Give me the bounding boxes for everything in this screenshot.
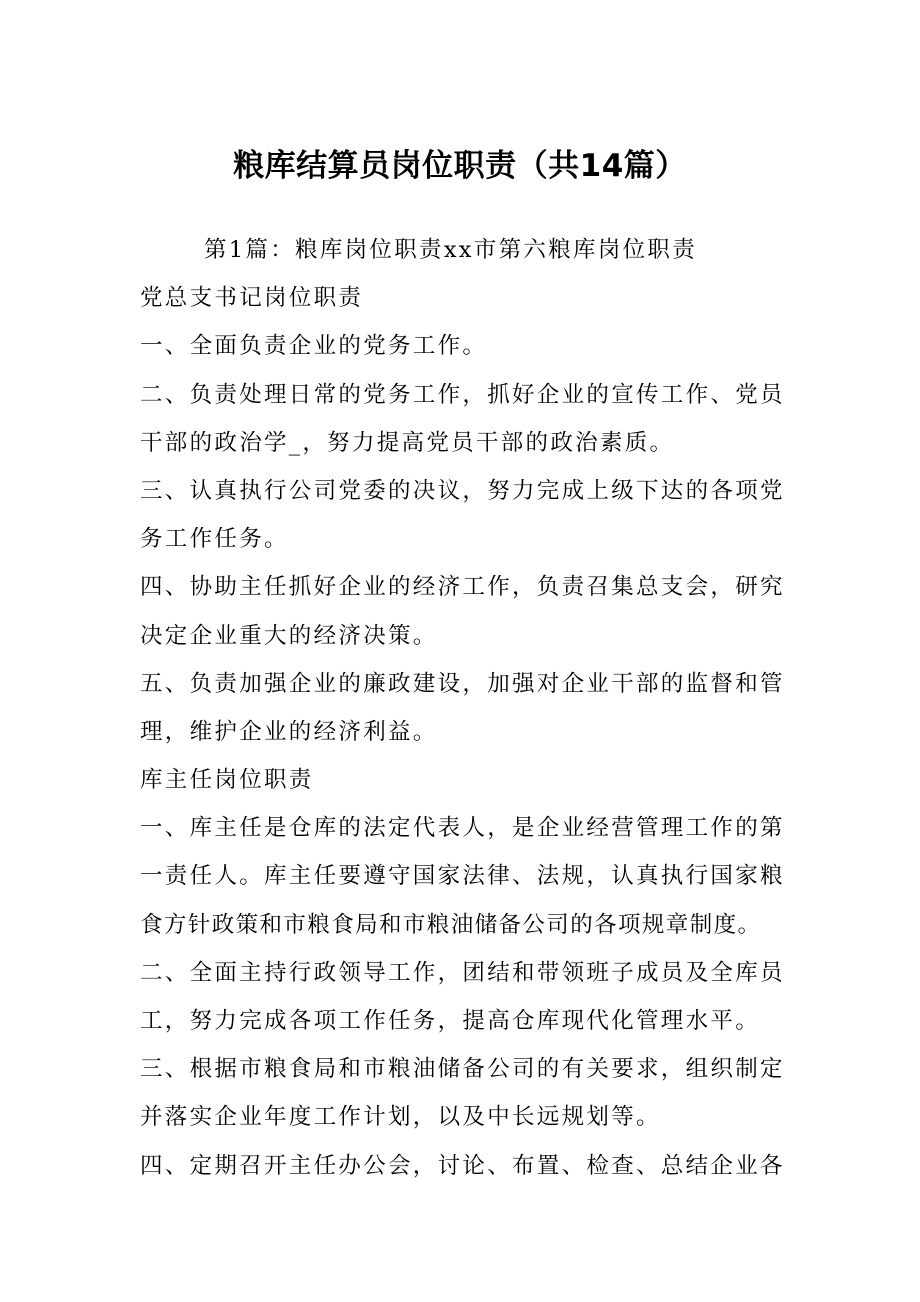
paragraph-line: 一、库主任是仓库的法定代表人，是企业经营管理工作的第: [140, 815, 785, 842]
paragraph-line: 理，维护企业的经济利益。: [140, 718, 438, 745]
paragraph-line: 四、协助主任抓好企业的经济工作，负责召集总支会，研究: [140, 574, 785, 601]
paragraph-line: 三、认真执行公司党委的决议，努力完成上级下达的各项党: [140, 477, 785, 504]
paragraph-line: 二、负责处理日常的党务工作，抓好企业的宣传工作、党员: [140, 381, 785, 408]
paragraph-line: 二、全面主持行政领导工作，团结和带领班子成员及全库员: [140, 959, 785, 986]
paragraph-line: 务工作任务。: [140, 526, 289, 553]
paragraph-line: 食方针政策和市粮食局和市粮油储备公司的各项规章制度。: [140, 911, 762, 938]
paragraph-line: 四、定期召开主任办公会，讨论、布置、检查、总结企业各: [140, 1152, 785, 1179]
document-title: 粮库结算员岗位职责（共14篇）: [233, 148, 687, 184]
paragraph-line: 五、负责加强企业的廉政建设，加强对企业干部的监督和管: [140, 670, 785, 697]
subheading-depot-director: 库主任岗位职责: [140, 767, 314, 794]
subheading-party-secretary: 党总支书记岗位职责: [140, 285, 364, 312]
paragraph-line: 决定企业重大的经济决策。: [140, 622, 438, 649]
section-heading-part-1: 第1篇：粮库岗位职责xx市第六粮库岗位职责: [204, 237, 697, 263]
paragraph-line: 并落实企业年度工作计划，以及中长远规划等。: [140, 1104, 661, 1131]
document-body: [140, 226, 800, 1190]
paragraph-line: 三、根据市粮食局和市粮油储备公司的有关要求，组织制定: [140, 1056, 785, 1083]
paragraph-line: 一责任人。库主任要遵守国家法律、法规，认真执行国家粮: [140, 863, 785, 890]
paragraph-line: 一、全面负责企业的党务工作。: [140, 333, 488, 360]
paragraph-line: 干部的政治学_，努力提高党员干部的政治素质。: [140, 429, 675, 456]
paragraph-line: 工，努力完成各项工作任务，提高仓库现代化管理水平。: [140, 1008, 761, 1034]
